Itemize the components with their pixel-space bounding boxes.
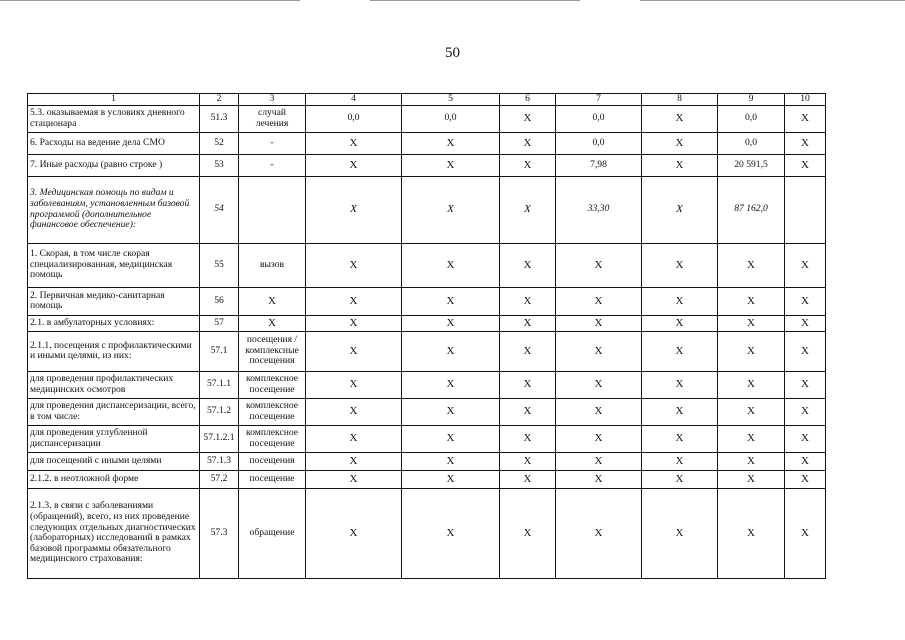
value-cell: Х bbox=[556, 331, 642, 371]
value-cell: Х bbox=[642, 331, 718, 371]
value-cell: Х bbox=[500, 425, 556, 452]
value-cell: Х bbox=[785, 132, 826, 154]
value-cell: Х bbox=[556, 488, 642, 578]
unit-cell: случай лечения bbox=[239, 105, 306, 132]
value-cell: Х bbox=[718, 470, 785, 488]
value-cell: Х bbox=[306, 488, 402, 578]
value-cell: Х bbox=[642, 470, 718, 488]
table-row bbox=[28, 425, 826, 452]
value-cell: Х bbox=[500, 470, 556, 488]
value-cell: Х bbox=[402, 315, 500, 331]
scan-line bbox=[640, 0, 905, 1]
column-number-cell: 1 bbox=[28, 94, 200, 106]
unit-cell bbox=[239, 176, 306, 243]
table-row bbox=[28, 105, 826, 132]
value-cell: Х bbox=[306, 371, 402, 398]
value-cell: Х bbox=[500, 398, 556, 425]
table-row bbox=[28, 488, 826, 578]
value-cell: Х bbox=[785, 425, 826, 452]
value-cell: Х bbox=[402, 331, 500, 371]
unit-cell: Х bbox=[239, 315, 306, 331]
value-cell: Х bbox=[642, 132, 718, 154]
value-cell: Х bbox=[785, 243, 826, 287]
row-label-cell: 2.1.2. в неотложной форме bbox=[28, 470, 200, 488]
unit-cell: Х bbox=[239, 287, 306, 315]
value-cell: Х bbox=[500, 243, 556, 287]
value-cell: Х bbox=[556, 452, 642, 470]
table-header-row bbox=[28, 94, 826, 106]
value-cell: Х bbox=[718, 331, 785, 371]
value-cell: Х bbox=[642, 105, 718, 132]
page-number: 50 bbox=[445, 45, 460, 61]
table-row bbox=[28, 331, 826, 371]
table-row bbox=[28, 154, 826, 176]
row-code-cell: 52 bbox=[200, 132, 239, 154]
value-cell: Х bbox=[642, 315, 718, 331]
value-cell: Х bbox=[785, 287, 826, 315]
unit-cell: вызов bbox=[239, 243, 306, 287]
column-number-cell: 7 bbox=[556, 94, 642, 106]
table-row bbox=[28, 371, 826, 398]
value-cell: Х bbox=[402, 488, 500, 578]
value-cell: Х bbox=[718, 315, 785, 331]
value-cell: Х bbox=[556, 243, 642, 287]
table-row bbox=[28, 452, 826, 470]
value-cell: Х bbox=[402, 425, 500, 452]
value-cell: 33,30 bbox=[556, 176, 642, 243]
value-cell: Х bbox=[785, 331, 826, 371]
value-cell: Х bbox=[642, 425, 718, 452]
row-label-cell: 2. Первичная медико-санитарная помощь bbox=[28, 287, 200, 315]
row-code-cell: 57.2 bbox=[200, 470, 239, 488]
row-label-cell: для проведения углубленной диспансеризации bbox=[28, 425, 200, 452]
row-code-cell: 55 bbox=[200, 243, 239, 287]
table-row bbox=[28, 176, 826, 243]
row-label-cell: для проведения диспансеризации, всего, в том числе: bbox=[28, 398, 200, 425]
value-cell: Х bbox=[306, 132, 402, 154]
row-label-cell: 2.1.1. посещения с профилактическими и иными целями, из них: bbox=[28, 331, 200, 371]
value-cell: Х bbox=[500, 176, 556, 243]
value-cell: Х bbox=[402, 452, 500, 470]
column-number-cell: 2 bbox=[200, 94, 239, 106]
value-cell: Х bbox=[556, 371, 642, 398]
row-code-cell: 51.3 bbox=[200, 105, 239, 132]
row-label-cell: 1. Скорая, в том числе скорая специализированная, медицинская помощь bbox=[28, 243, 200, 287]
value-cell: 0,0 bbox=[306, 105, 402, 132]
row-code-cell: 56 bbox=[200, 287, 239, 315]
row-label-cell: 3. Медицинская помощь по видам и заболеваниям, установленным базовой программой (дополнительное финансовое обеспечение): bbox=[28, 176, 200, 243]
value-cell: Х bbox=[556, 425, 642, 452]
column-number-cell: 5 bbox=[402, 94, 500, 106]
value-cell: 0,0 bbox=[718, 105, 785, 132]
value-cell: 87 162,0 bbox=[718, 176, 785, 243]
value-cell: Х bbox=[785, 470, 826, 488]
row-label-cell: 2.1.3. в связи с заболеваниями (обращений), всего, из них проведение следующих отдельных диагностических (лабораторных) исследований в рамках базовой программы обязательного медицинского страхования: bbox=[28, 488, 200, 578]
value-cell: Х bbox=[718, 371, 785, 398]
column-number-cell: 3 bbox=[239, 94, 306, 106]
value-cell: Х bbox=[556, 470, 642, 488]
value-cell: 0,0 bbox=[718, 132, 785, 154]
value-cell: 0,0 bbox=[556, 132, 642, 154]
unit-cell: комплексное посещение bbox=[239, 425, 306, 452]
value-cell: Х bbox=[556, 398, 642, 425]
value-cell: Х bbox=[306, 176, 402, 243]
value-cell: Х bbox=[500, 331, 556, 371]
value-cell: Х bbox=[306, 398, 402, 425]
value-cell: Х bbox=[718, 287, 785, 315]
value-cell: 7,98 bbox=[556, 154, 642, 176]
row-label-cell: 5.3. оказываемая в условиях дневного стационара bbox=[28, 105, 200, 132]
value-cell: Х bbox=[785, 154, 826, 176]
value-cell: Х bbox=[306, 315, 402, 331]
row-label-cell: 7. Иные расходы (равно строке ) bbox=[28, 154, 200, 176]
value-cell: Х bbox=[642, 488, 718, 578]
value-cell: 0,0 bbox=[402, 105, 500, 132]
value-cell: Х bbox=[500, 371, 556, 398]
value-cell: Х bbox=[718, 452, 785, 470]
value-cell: Х bbox=[500, 105, 556, 132]
value-cell: Х bbox=[556, 315, 642, 331]
value-cell: Х bbox=[402, 371, 500, 398]
unit-cell: комплексное посещение bbox=[239, 398, 306, 425]
value-cell: Х bbox=[718, 488, 785, 578]
table-row bbox=[28, 243, 826, 287]
value-cell: Х bbox=[402, 398, 500, 425]
value-cell: Х bbox=[718, 398, 785, 425]
table-row bbox=[28, 398, 826, 425]
value-cell: Х bbox=[500, 488, 556, 578]
value-cell: Х bbox=[402, 287, 500, 315]
value-cell: Х bbox=[785, 105, 826, 132]
value-cell: Х bbox=[718, 243, 785, 287]
value-cell: Х bbox=[402, 176, 500, 243]
value-cell: Х bbox=[306, 452, 402, 470]
value-cell: Х bbox=[306, 287, 402, 315]
value-cell: Х bbox=[500, 287, 556, 315]
value-cell: Х bbox=[500, 154, 556, 176]
table-row bbox=[28, 132, 826, 154]
value-cell: Х bbox=[785, 371, 826, 398]
unit-cell: - bbox=[239, 132, 306, 154]
row-code-cell: 53 bbox=[200, 154, 239, 176]
value-cell: Х bbox=[500, 452, 556, 470]
value-cell: 20 591,5 bbox=[718, 154, 785, 176]
value-cell: Х bbox=[642, 176, 718, 243]
row-code-cell: 57.1 bbox=[200, 331, 239, 371]
data-table bbox=[27, 93, 826, 579]
value-cell: Х bbox=[402, 243, 500, 287]
row-code-cell: 57.3 bbox=[200, 488, 239, 578]
column-number-cell: 6 bbox=[500, 94, 556, 106]
value-cell: Х bbox=[306, 425, 402, 452]
unit-cell: комплексное посещение bbox=[239, 371, 306, 398]
row-code-cell: 57.1.2.1 bbox=[200, 425, 239, 452]
row-code-cell: 57.1.1 bbox=[200, 371, 239, 398]
value-cell: Х bbox=[642, 371, 718, 398]
value-cell: Х bbox=[785, 488, 826, 578]
scan-line bbox=[0, 0, 300, 1]
column-number-cell: 4 bbox=[306, 94, 402, 106]
row-label-cell: 6. Расходы на ведение дела СМО bbox=[28, 132, 200, 154]
value-cell: Х bbox=[642, 398, 718, 425]
value-cell: Х bbox=[306, 243, 402, 287]
row-label-cell: 2.1. в амбулаторных условиях: bbox=[28, 315, 200, 331]
unit-cell: посещение bbox=[239, 470, 306, 488]
row-code-cell: 57 bbox=[200, 315, 239, 331]
value-cell: Х bbox=[500, 315, 556, 331]
value-cell: Х bbox=[306, 470, 402, 488]
value-cell: 0,0 bbox=[556, 105, 642, 132]
row-code-cell: 54 bbox=[200, 176, 239, 243]
row-code-cell: 57.1.3 bbox=[200, 452, 239, 470]
value-cell: Х bbox=[785, 398, 826, 425]
column-number-cell: 8 bbox=[642, 94, 718, 106]
unit-cell: посещения bbox=[239, 452, 306, 470]
column-number-cell: 10 bbox=[785, 94, 826, 106]
value-cell: Х bbox=[642, 287, 718, 315]
unit-cell: посещения / комплексные посещения bbox=[239, 331, 306, 371]
value-cell bbox=[785, 176, 826, 243]
row-label-cell: для посещений с иными целями bbox=[28, 452, 200, 470]
table-row bbox=[28, 470, 826, 488]
value-cell: Х bbox=[642, 452, 718, 470]
row-code-cell: 57.1.2 bbox=[200, 398, 239, 425]
column-number-cell: 9 bbox=[718, 94, 785, 106]
value-cell: Х bbox=[402, 154, 500, 176]
row-label-cell: для проведения профилактических медицинских осмотров bbox=[28, 371, 200, 398]
table-row bbox=[28, 315, 826, 331]
value-cell: Х bbox=[306, 154, 402, 176]
value-cell: Х bbox=[785, 315, 826, 331]
value-cell: Х bbox=[556, 287, 642, 315]
scan-line bbox=[370, 0, 580, 1]
value-cell: Х bbox=[642, 243, 718, 287]
value-cell: Х bbox=[718, 425, 785, 452]
value-cell: Х bbox=[402, 470, 500, 488]
unit-cell: - bbox=[239, 154, 306, 176]
value-cell: Х bbox=[642, 154, 718, 176]
value-cell: Х bbox=[402, 132, 500, 154]
value-cell: Х bbox=[785, 452, 826, 470]
table-row bbox=[28, 287, 826, 315]
value-cell: Х bbox=[306, 331, 402, 371]
value-cell: Х bbox=[500, 132, 556, 154]
unit-cell: обращение bbox=[239, 488, 306, 578]
